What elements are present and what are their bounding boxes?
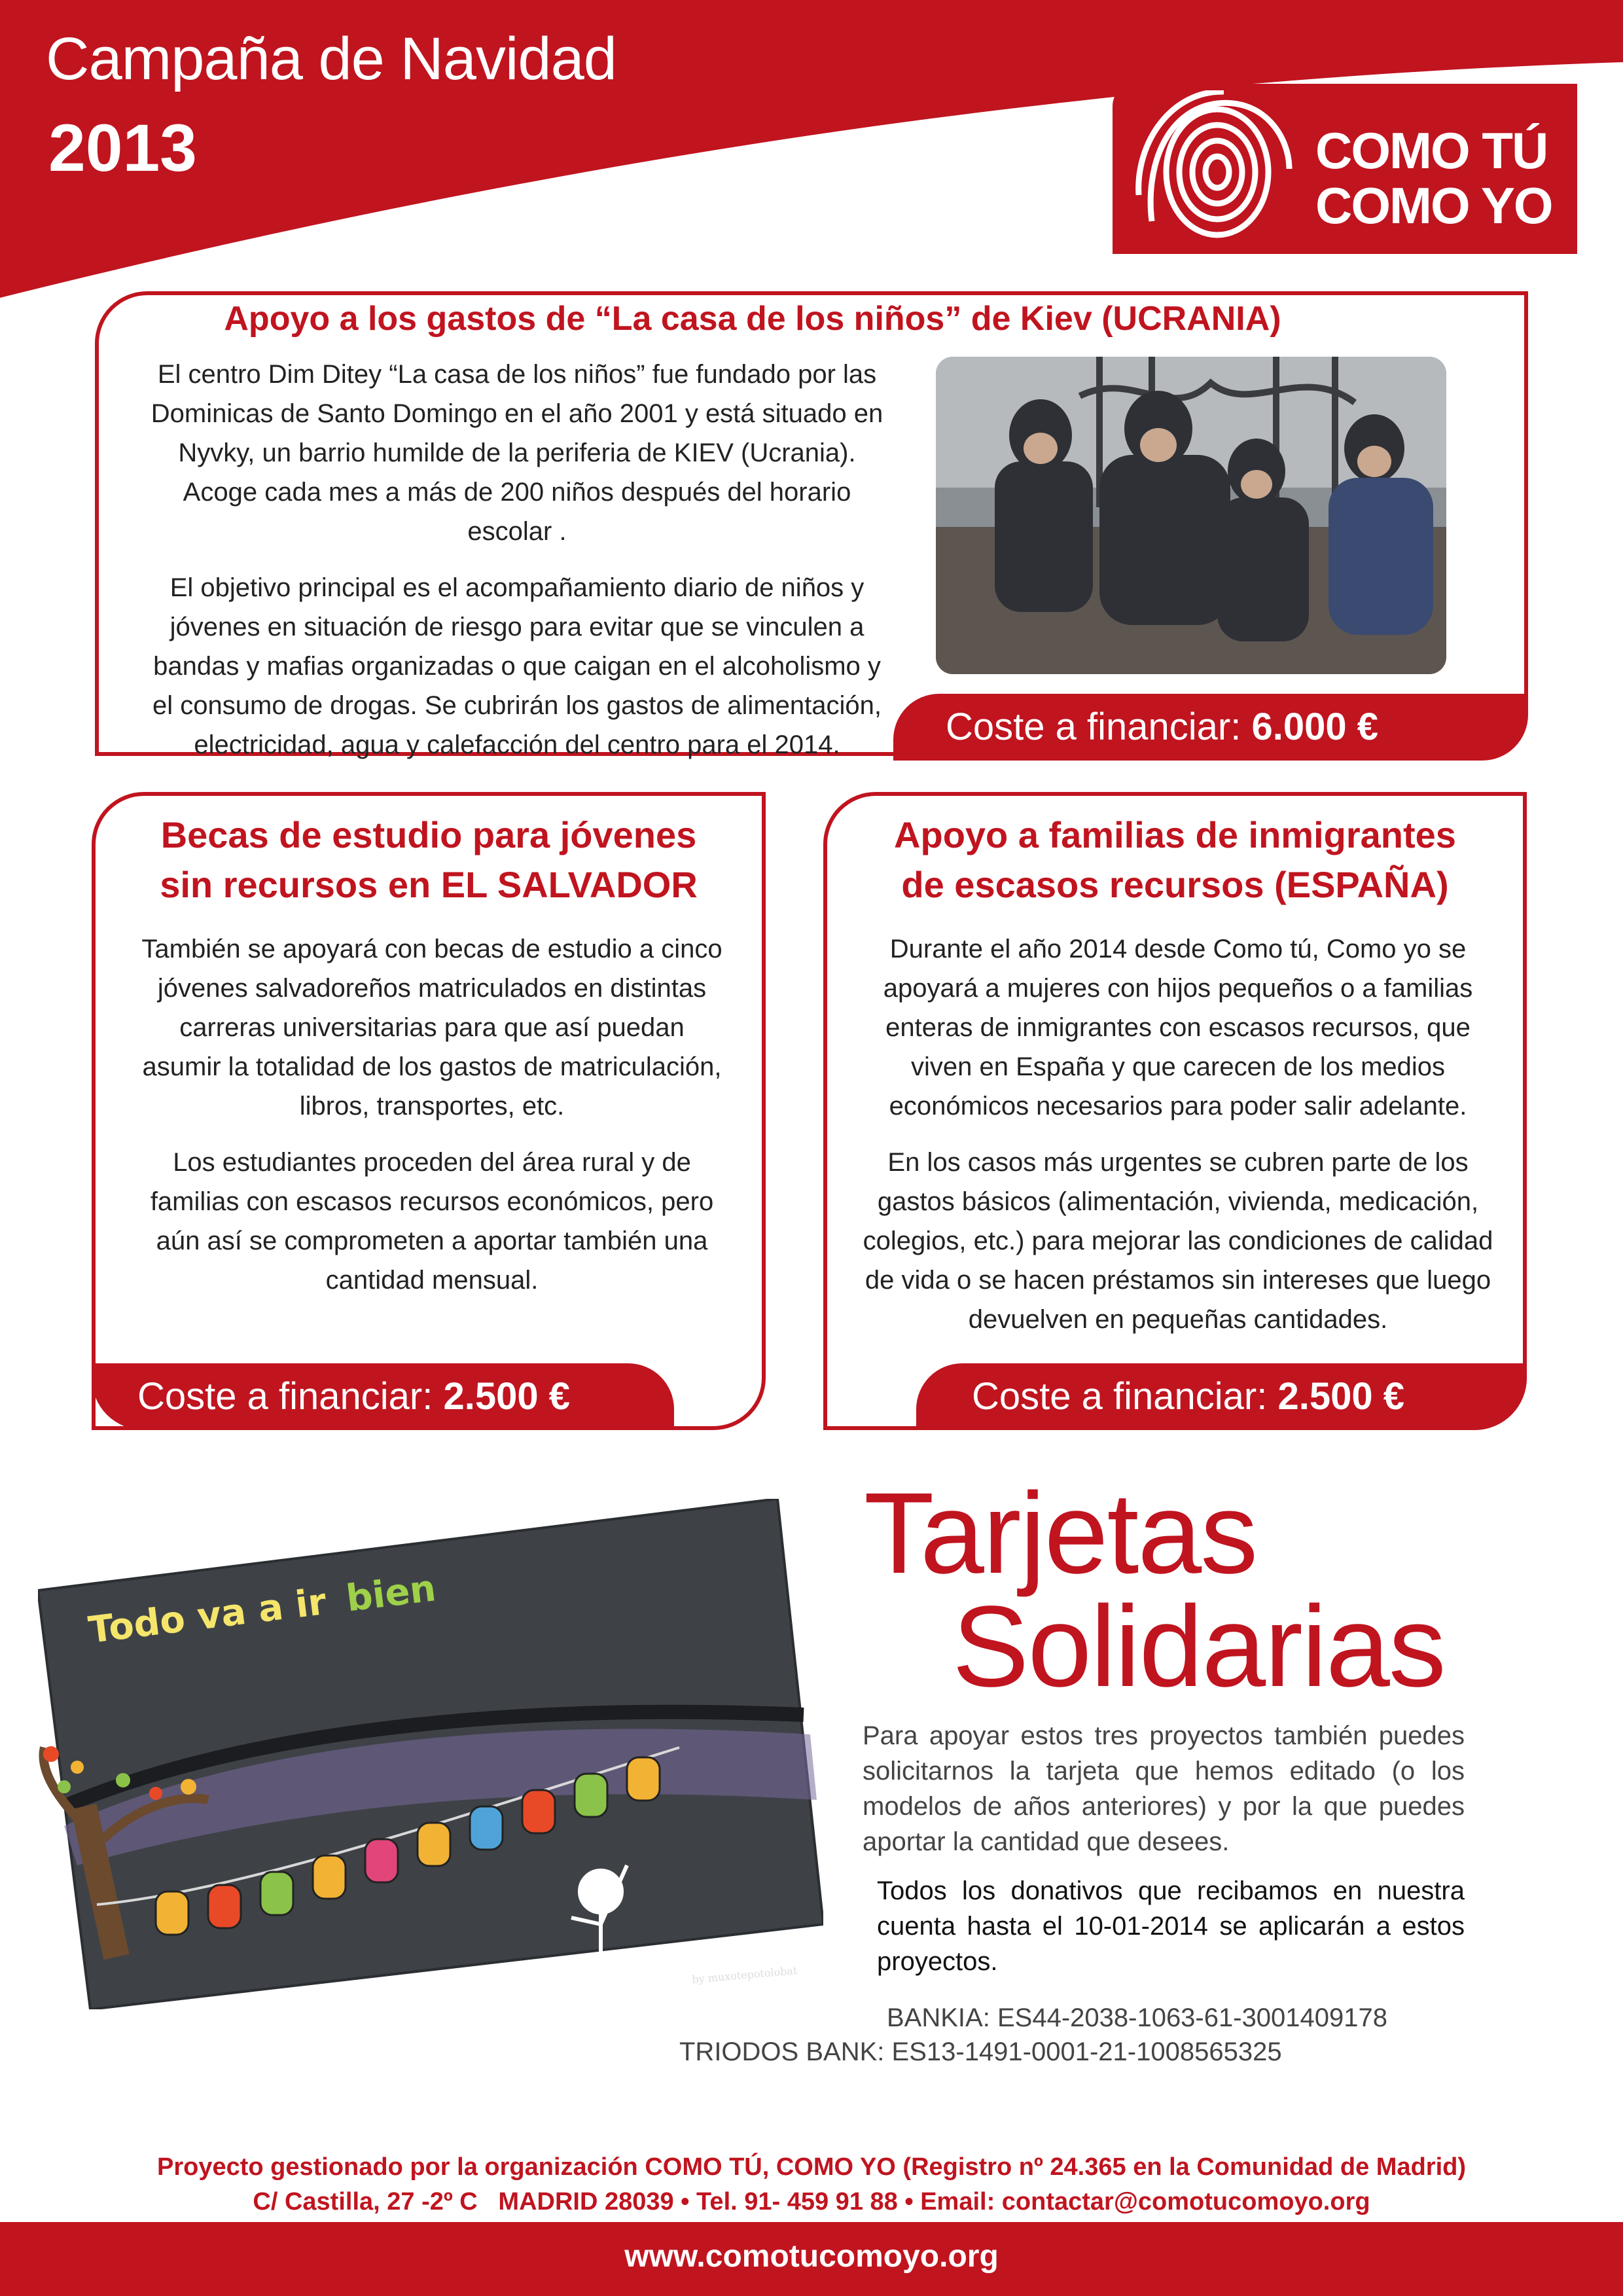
project-spain-cost-tab: [916, 1363, 1527, 1430]
project-salvador-title-line-1: Becas de estudio para jóvenes: [160, 814, 697, 855]
tarjetas-title-line-1: Tarjetas: [864, 1469, 1257, 1598]
campaign-title: Campaña de Navidad: [46, 26, 616, 92]
campaign-year: 2013: [48, 111, 197, 185]
bank-account-triodos: [679, 2036, 1282, 2068]
bank-iban: ES44-2038-1063-61-3001409178: [997, 2003, 1388, 2032]
cost-value: 6.000 €: [1251, 706, 1378, 748]
cost-value: 2.500 €: [1277, 1375, 1404, 1418]
organization-logo: [1113, 84, 1577, 254]
tarjetas-title-line-2: Solidarias: [952, 1583, 1445, 1711]
card-slogan-part-1: Todo va a ir: [86, 1580, 329, 1652]
card-slogan-part-2: bien: [344, 1567, 438, 1621]
project-salvador-title: [95, 810, 762, 910]
project-salvador-paragraph-2: Los estudiantes proceden del área rural y de familias con escasos recursos económicos, pero aún así se comprometen a aportar también una cantidad mensual.: [150, 1148, 714, 1295]
footer-organization-line: Proyecto gestionado por la organización COMO TÚ, COMO YO (Registro nº 24.365 en la Comunidad de Madrid): [156, 2153, 1466, 2181]
cost-label: Coste a financiar:: [137, 1375, 433, 1418]
project-spain-text: [857, 929, 1499, 1356]
project-salvador-paragraph-1: También se apoyará con becas de estudio a cinco jóvenes salvadoreños matriculados en distintas carreras universitarias para que así puedan asumir la totalidad de los gastos de matriculación, libros, transportes, etc.: [141, 935, 722, 1121]
project-ukraine-paragraph-1: El centro Dim Ditey “La casa de los niños” fue fundado por las Dominicas de Santo Domingo en el año 2001 y está situado en Nyvky, un barrio humilde de la periferia de KIEV (Ucrania). Acoge cada mes a más de 200 niños después del horario escolar .: [151, 360, 883, 546]
project-ukraine-paragraph-2: El objetivo principal es el acompañamiento diario de niños y jóvenes en situación de riesgo para evitar que se vinculen a bandas y mafias organizadas o que caigan en el alcoholismo y el consumo de drogas. Se cubrirán los gastos de alimentación, electricidad, agua y calefacción del centro para el 2014.: [152, 573, 882, 759]
project-ukraine-text: [141, 355, 893, 781]
project-salvador-title-line-2: sin recursos en EL SALVADOR: [160, 864, 698, 905]
bank-name: TRIODOS BANK:: [679, 2037, 885, 2066]
project-spain-title: [827, 810, 1524, 910]
bank-account-bankia: [887, 2001, 1387, 2034]
project-spain-title-line-2: de escasos recursos (ESPAÑA): [901, 864, 1449, 905]
christmas-card-image: [38, 1499, 823, 2009]
cost-label: Coste a financiar:: [972, 1375, 1268, 1418]
tarjetas-paragraph-2: Todos los donativos que recibamos en nuestra cuenta hasta el 10-01-2014 se aplicarán a estos proyectos.: [877, 1876, 1465, 1976]
card-credit: by muxotepotolobat: [691, 1964, 798, 1986]
project-spain-title-line-1: Apoyo a familias de inmigrantes: [894, 814, 1456, 855]
project-ukraine-cost-tab: [893, 694, 1528, 761]
tarjetas-paragraph-1: Para apoyar estos tres proyectos también puedes solicitarnos la tarjeta que hemos editado (o los modelos de años anteriores) y por la que puedes aportar la cantidad que desees.: [863, 1721, 1465, 1856]
footer-contact-line: C/ Castilla, 27 -2º C MADRID 28039 • Tel. 91- 459 91 88 • Email: contactar@comotucomoyo.org: [253, 2188, 1370, 2215]
project-salvador-cost-tab: [92, 1363, 674, 1430]
project-ukraine-title: Apoyo a los gastos de “La casa de los niños” de Kiev (UCRANIA): [224, 300, 1281, 338]
project-salvador-text: [137, 929, 726, 1317]
logo-line-2: COMO YO: [1315, 177, 1552, 234]
project-spain-paragraph-1: Durante el año 2014 desde Como tú, Como yo se apoyará a mujeres con hijos pequeños o a familias enteras de inmigrantes con escasos recursos, que viven en España y que carecen de los medios económicos necesarios para poder salir adelante.: [883, 935, 1473, 1121]
fingerprint-icon: [1126, 90, 1309, 247]
project-spain-paragraph-2: En los casos más urgentes se cubren parte de los gastos básicos (alimentación, vivienda, medicación, colegios, etc.) para mejorar las condiciones de calidad de vida o se hacen préstamos sin intereses que luego devuelven en pequeñas cantidades.: [863, 1148, 1493, 1334]
bank-iban: ES13-1491-0001-21-1008565325: [891, 2037, 1282, 2066]
cost-value: 2.500 €: [443, 1375, 570, 1418]
children-kiev-photo: [936, 357, 1446, 674]
logo-line-1: COMO TÚ: [1315, 122, 1548, 179]
bank-name: BANKIA:: [887, 2003, 990, 2032]
cost-label: Coste a financiar:: [946, 706, 1241, 748]
website-link[interactable]: www.comotucomoyo.org: [624, 2239, 999, 2274]
